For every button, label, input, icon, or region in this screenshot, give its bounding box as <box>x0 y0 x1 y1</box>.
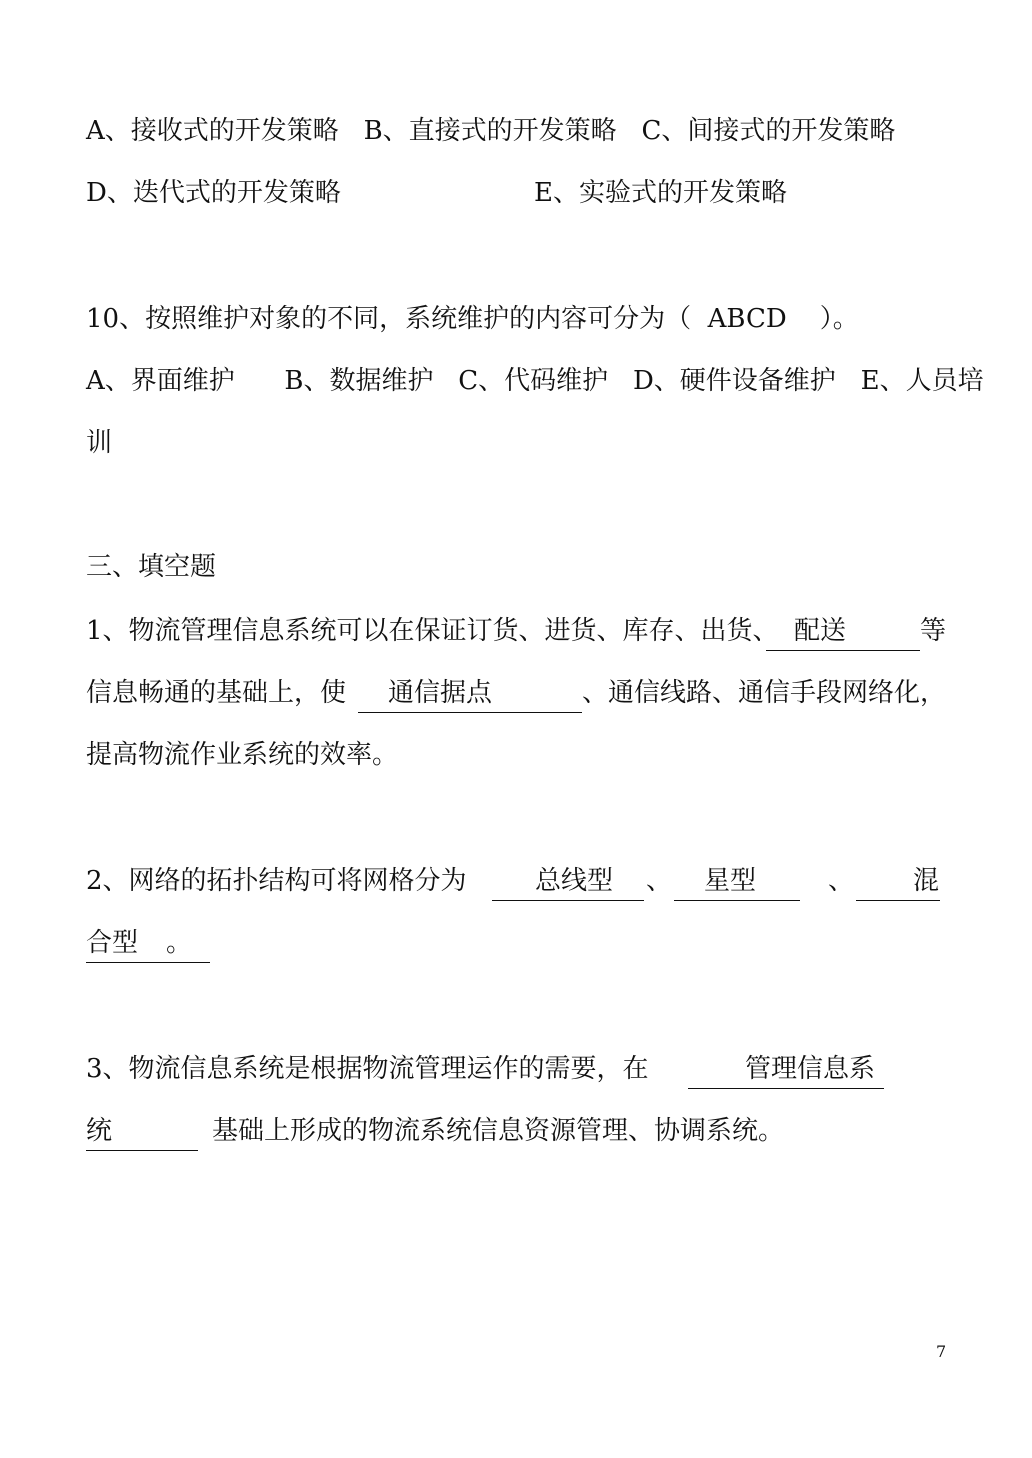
fill2-blank3-cont <box>86 962 210 963</box>
fill1-line1-end: 等 <box>920 616 947 646</box>
fill3-blank <box>688 1088 884 1089</box>
fill2-answer2: 星型 <box>704 866 757 896</box>
q10-options: A、界面维护 B、数据维护 C、代码维护 D、硬件设备维护 E、人员培 <box>86 366 984 396</box>
fill1-line2: 信息畅通的基础上，使 <box>86 678 347 708</box>
fill2-sep2: 、 <box>828 866 855 896</box>
fill1-blank2 <box>358 712 582 713</box>
q9-option-e: E、实验式的开发策略 <box>534 178 787 208</box>
fill2-blank1 <box>492 900 644 901</box>
fill2-sep1: 、 <box>646 866 673 896</box>
fill2-answer1: 总线型 <box>535 866 614 896</box>
fill2-end: 。 <box>166 928 193 958</box>
fill1-line1: 1、物流管理信息系统可以在保证订货、进货、库存、出货、 <box>86 616 779 646</box>
fill2-line1: 2、网络的拓扑结构可将网格分为 <box>86 866 467 896</box>
fill2-blank3 <box>856 900 940 901</box>
fill3-answer-part1: 管理信息系 <box>745 1054 876 1084</box>
fill2-answer3-part2: 合型 <box>86 928 139 958</box>
section-title: 三、填空题 <box>86 552 217 582</box>
fill1-line2-end: 、通信线路、通信手段网络化， <box>582 678 947 708</box>
page-number: 7 <box>936 1342 947 1361</box>
fill1-blank1 <box>766 650 920 651</box>
fill2-blank2 <box>674 900 800 901</box>
fill1-answer1: 配送 <box>794 616 847 646</box>
fill1-answer2: 通信据点 <box>388 678 493 708</box>
q9-option-d: D、迭代式的开发策略 <box>86 178 341 208</box>
fill3-line2: 基础上形成的物流系统信息资源管理、协调系统。 <box>212 1116 785 1146</box>
q9-options-line1: A、接收式的开发策略 B、直接式的开发策略 C、间接式的开发策略 <box>86 116 896 146</box>
q10-stem: 10、按照维护对象的不同，系统维护的内容可分为（ ABCD ）。 <box>86 304 859 334</box>
fill1-line3: 提高物流作业系统的效率。 <box>86 740 399 770</box>
fill3-blank-cont <box>86 1150 198 1151</box>
fill2-answer3-part1: 混 <box>913 866 940 896</box>
fill3-line1: 3、物流信息系统是根据物流管理运作的需要，在 <box>86 1054 649 1084</box>
fill3-answer-part2: 统 <box>86 1116 113 1146</box>
q10-options-cont: 训 <box>86 428 113 458</box>
